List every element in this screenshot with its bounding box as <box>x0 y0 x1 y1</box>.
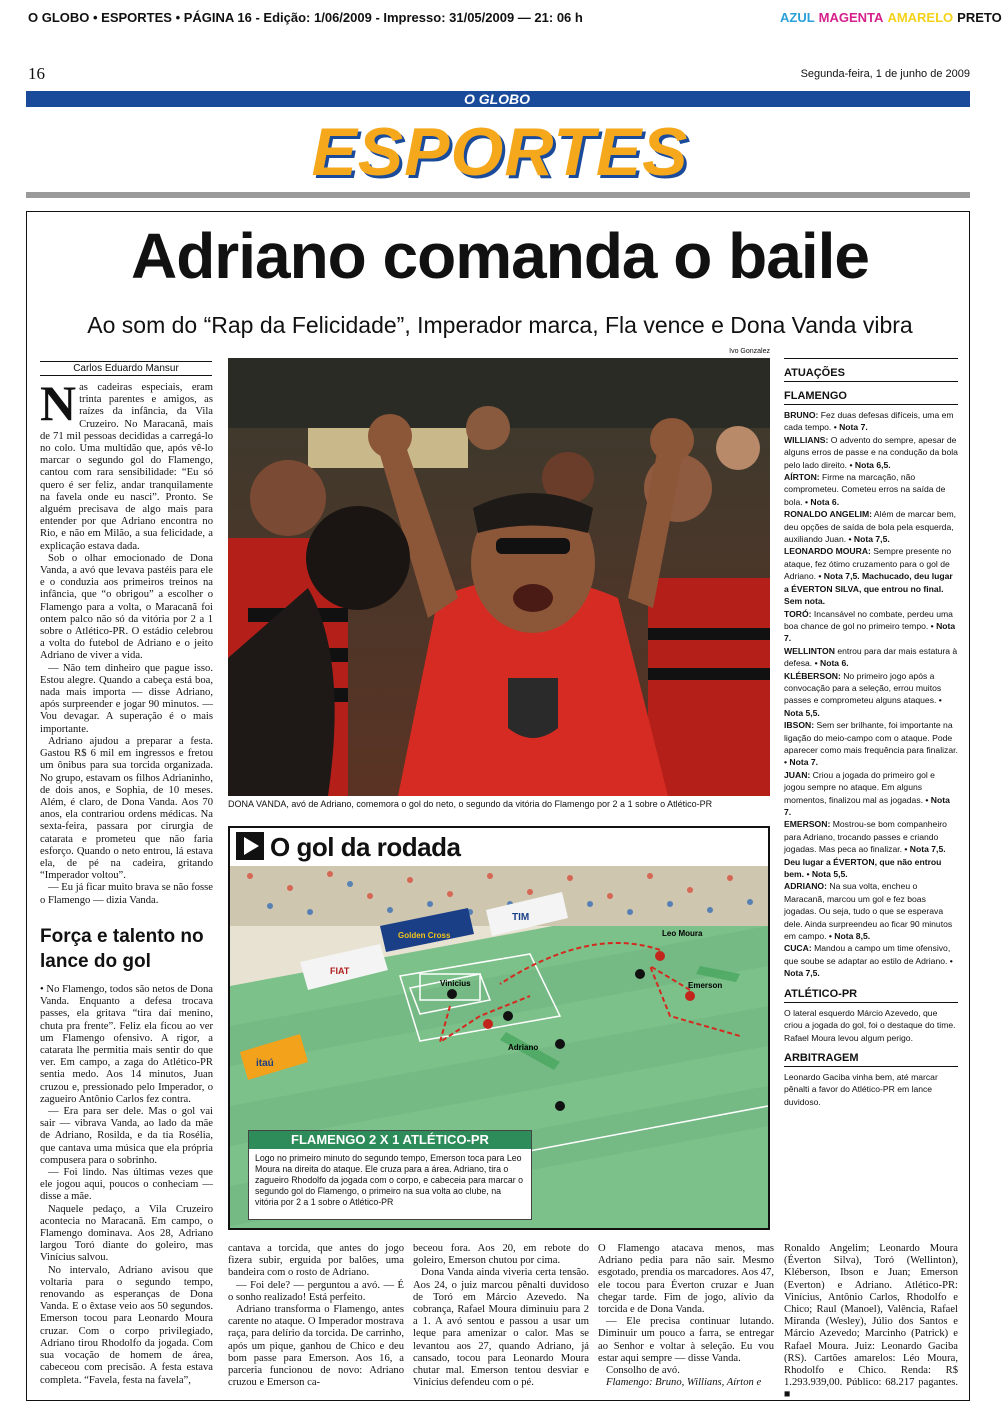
paragraph: beceou fora. Aos 20, em rebote do goleiro, Emerson chutou por cima. <box>413 1243 589 1267</box>
team-atletico-heading: ATLÉTICO-PR <box>784 988 958 1003</box>
player-defender <box>555 1039 565 1049</box>
paragraph: Adriano transforma o Flamengo, antes carente no ataque. O Imperador mostrava raça, para delírio da torcida. De carrinho, após um pique, ganhou de Chico e deu bom passe para Emerson. Aos 16, a parceria funcionou de novo: Adriano cruzou e Emerson ca- <box>228 1304 404 1389</box>
paragraph: — Foi dele? — perguntou a avó. — É o sonho realizado! Está perfeito. <box>228 1279 404 1303</box>
article-column-2 <box>228 1243 404 1389</box>
masthead-logo: O GLOBO <box>463 91 531 107</box>
crowd-photo-illustration <box>228 358 770 796</box>
rating-item: RONALDO ANGELIM: Além de marcar bem, deu opções de saída de bola pela esquerda, auxiliando Juan. • Nota 7,5. <box>784 509 957 545</box>
paragraph: — Não tem dinheiro que pague isso. Estou alegre. Quando a cabeça está boa, nada mais importa — disse Adriano, após surpreender e jogar 90 minutos. — Vou devagar. A superação é o mais importante. <box>40 662 213 735</box>
paragraph: cantava a torcida, que antes do jogo fizera subir, erguida por balões, uma bandeira com o rosto de Adriano. <box>228 1243 404 1279</box>
rating-item: WELLINTON entrou para dar mais estatura à defesa. • Nota 6. <box>784 645 958 669</box>
label-adriano: Adriano <box>508 1043 539 1052</box>
paragraph: O Flamengo atacava menos, mas Adriano pedia para não sair. Mesmo esgotado, prendia os marcadores. Aos 47, ele tocou para Éverton cruzar e Juan chegar tarde. Fim de jogo, alívio da torcida e de Dona Vanda. <box>598 1243 774 1316</box>
ad-fiat: FIAT <box>330 966 350 976</box>
team-atletico-text: O lateral esquerdo Márcio Azevedo, que criou a jogada do gol, foi o destaque do time. Rafael Moura levou algum perigo. <box>784 1007 956 1043</box>
color-registration <box>780 10 1006 25</box>
player-adriano <box>483 1019 493 1029</box>
article-column-4 <box>598 1243 774 1389</box>
print-slug: O GLOBO • ESPORTES • PÁGINA 16 - Edição: 1/06/2009 - Impresso: 31/05/2009 — 21: 06 h <box>28 10 583 25</box>
referee-text: Leonardo Gaciba vinha bem, até marcar pênalti a favor do Atlético-PR em lance duvidoso. <box>784 1071 938 1107</box>
label-emerson: Emerson <box>688 981 723 990</box>
rating-item: TORÓ: Incansável no combate, perdeu uma boa chance de gol no primeiro tempo. • Nota 7. <box>784 608 956 644</box>
section-title: ESPORTES <box>311 114 689 190</box>
article-column-1 <box>40 375 213 907</box>
sidebar-title: ATUAÇÕES <box>784 367 958 382</box>
score-heading: FLAMENGO 2 X 1 ATLÉTICO-PR <box>249 1131 531 1149</box>
goal-graphic <box>228 826 770 1230</box>
page-number: 16 <box>28 64 45 83</box>
headline: Adriano comanda o baile <box>130 220 870 292</box>
player-vinicius <box>447 989 457 999</box>
rating-item: ADRIANO: Na sua volta, encheu o Maracanã, marcou um gol e fez boas jogadas. Ou seja, tudo o que se esperava dele. Ainda surpreendeu ao ficar 90 minutos em campo. • Nota 8,5. <box>784 881 953 942</box>
player-leo-moura <box>655 951 665 961</box>
rating-item: AÍRTON: Firme na marcação, não comprometeu. Cometeu erros na saída de bola. • Nota 6. <box>784 472 946 507</box>
rating-item: EMERSON: Mostrou-se bom companheiro para Adriano, trocando passes e criando jogadas. Mas peca ao finalizar. • Nota 7,5. Deu lugar a ÉVERTON, que não entrou bem. • Nota 5,5. <box>784 819 947 880</box>
label-leo-moura: Leo Moura <box>662 929 703 938</box>
team-flamengo-heading: FLAMENGO <box>784 390 958 405</box>
paragraph: • No Flamengo, todos são netos de Dona Vanda. Enquanto a defesa trocava passes, ela gritava “tira daí menino, chuta pra frente”. Feliz ela ficou ao ver um Flamengo ofensivo. A rigor, a catarata lhe permitia mais sentir do que ver. Em campo, a zaga do Atlético-PR sentia medo. Aos 14 minutos, Juan cruzou e, pressionado pelo Imperador, o zagueiro Antônio Carlos fez contra. <box>40 984 213 1105</box>
paragraph: — Ele precisa continuar lutando. Diminuir um pouco a farra, se entregar ao Senhor e voltar à seleção. Eu vou estar aqui sempre — disse Vanda. <box>598 1316 774 1364</box>
paragraph: Consolho de avó. <box>606 1365 680 1377</box>
player-emerson <box>685 991 695 1001</box>
byline: Carlos Eduardo Mansur <box>40 361 212 376</box>
article-column-5 <box>784 1243 958 1402</box>
rating-item: BRUNO: Fez duas defesas difíceis, uma em cada tempo. • Nota 7. <box>784 410 954 433</box>
player-defender <box>503 1011 513 1021</box>
goal-description: Logo no primeiro minuto do segundo tempo, Emerson toca para Leo Moura na direita do ataque. Ele cruza para a área. Adriano, tira o zagueiro Rhodolfo da jogada com o corpo, e cabeceia para marcar o segundo gol do Flamengo, o primeiro na sua volta ao clube, na vitória por 2 a 1 sobre o Atlético-PR <box>255 1153 523 1207</box>
ad-golden-cross: Golden Cross <box>398 931 451 940</box>
rating-item: CUCA: Mandou a campo um time ofensivo, que soube se adaptar ao estilo de Adriano. • Nota 7,5. <box>784 943 953 979</box>
main-photo <box>228 358 770 796</box>
graphic-title: O gol da rodada <box>270 832 461 862</box>
label-vinicius: Vinicius <box>440 979 471 988</box>
paragraph: — Eu já ficar muito brava se não fosse o Flamengo — dizia Vanda. <box>40 882 213 906</box>
ad-tim: TIM <box>512 912 530 923</box>
player-defender <box>635 969 645 979</box>
lineup: Flamengo: Bruno, Willians, Aírton e <box>606 1377 762 1389</box>
drop-cap: N <box>40 375 77 431</box>
ratings-list <box>784 409 958 980</box>
intertitle: Força e talento no lance do gol <box>40 926 204 972</box>
photo-caption: DONA VANDA, avó de Adriano, comemora o gol do neto, o segundo da vitória do Flamengo por 2 a 1 sobre o Atlético-PR <box>228 799 713 809</box>
rating-item: KLÉBERSON: No primeiro jogo após a convocação para a seleção, errou muitos passes e comprometeu alguns ataques. • Nota 5,5. <box>784 670 942 718</box>
article-column-3 <box>413 1243 589 1389</box>
paragraph: Adriano ajudou a preparar a festa. Gastou R$ 6 mil em ingressos e fretou um ônibus para sua torcida organizada. No grupo, estavam os filhos Adrianinho, de dois anos, e Sophia, de 10 meses. Além, é claro, de Dona Vanda. Aos 70 anos, ela contrariou ordens médicas. Na sexta-feira, passara por cirurgia de catarata e prometeu que não faria esforço. Quando o neto entrou, lá estava ela, de pé na cadeira, gritando “Imperador voltou”. <box>40 735 213 882</box>
play-icon <box>236 832 264 860</box>
paragraph: Dona Vanda ainda viveria certa tensão. Aos 24, o juiz marcou pênalti duvidoso de Toró em Márcio Azevedo. Na cobrança, Rafael Moura diminuiu para 2 a 1. A avó sentou e passou a usar um leque para amenizar o calor. Mas se levantou aos 27, quando Adriano, já cansado, tocou para Leonardo Moura chutar mal. Emerson tentou desviar e Vinícius defendeu com o pé. <box>413 1267 589 1389</box>
page-date: Segunda-feira, 1 de junho de 2009 <box>800 68 970 80</box>
cmyk-azul: AZUL <box>780 10 815 25</box>
cmyk-magenta: MAGENTA <box>818 10 884 25</box>
section-rule <box>26 192 970 198</box>
rating-item: JUAN: Criou a jogada do primeiro gol e jogou sempre no ataque. Em alguns momentos, finalizou mal as jogadas. • Nota 7. <box>784 769 950 817</box>
paragraph: Naquele pedaço, a Vila Cruzeiro acontecia no Maracanã. Em campo, o Flamengo dominava. Aos 28, Adriano largou Toró diante do goleiro, mas Vinícius salvou. <box>40 1203 213 1264</box>
match-facts: Ronaldo Angelim; Leonardo Moura (Éverton Silva), Toró (Wellinton), Kléberson, Ibson e Juan; Emerson (Everton) e Adriano. Atlético-PR: Vinícius, Antônio Carlos, Rhodolfo e Chico; Raul (Manoel), Valência, Rafael Miranda (Wesley), Júlio dos Santos e Márcio Azevedo; Marcinho (Patrick) e Rafael Moura. Juiz: Leonardo Gaciba (RS). Cartões amarelos: Léo Moura, Rhodolfo e Chico. Renda: R$ 1.293.939,00. Público: 68.217 pagantes. ■ <box>784 1243 958 1401</box>
ad-itau: itaú <box>256 1058 274 1069</box>
ratings-sidebar <box>784 358 958 1229</box>
rating-item: LEONARDO MOURA: Sempre presente no ataque, fez ótimo cruzamento para o gol de Adriano. • Nota 7,5. Machucado, deu lugar a ÉVERTON SILVA, que entrou no final. Sem nota. <box>784 546 953 607</box>
paragraph: Sob o olhar emocionado de Dona Vanda, a avó que levava pastéis para ele e o conduzia aos primeiros treinos na infância, que “o obrigou” a escolher o Flamengo para a volta, o Maracanã foi ontem palco não só da vitória por 2 a 1 sobre o Atlético-PR. O estádio celebrou a volta do futebol de Adriano e o jeito Adriano de viver a vida. <box>40 552 213 662</box>
rating-item: IBSON: Sem ser brilhante, foi importante na ligação do meio-campo com o ataque. Pode aparecer como mais frequência para finalizar. • Nota 7. <box>784 720 958 768</box>
lead-paragraph: as cadeiras especiais, eram trinta parentes e amigos, as raízes da infância, da Vila Cruzeiro. No Maracanã, mais de 71 mil pessoas decididas a carregá-lo no colo. Uma multidão que, após vê-lo marcar o segundo gol do Flamengo, cantou com rara sensibilidade: “Eu só quero é ser feliz, andar tranquilamente na favela onde eu nasci”. Pronto. Se alguém precisava de algo mais para entender por que Adriano encontra no Rio, e não em Milão, a sua felicidade, a explicação estava dada. <box>40 382 213 552</box>
cmyk-preto: PRETO <box>957 10 1002 25</box>
cmyk-amarelo: AMARELO <box>887 10 954 25</box>
article-column-1b <box>40 984 213 1387</box>
goal-description-box <box>248 1130 532 1220</box>
photo-credit: Ivo Gonzalez <box>729 348 770 355</box>
paragraph: — Era para ser dele. Mas o gol vai sair — vibrava Vanda, ao lado da mãe de Adriano, Rosilda, e da tia Rosélia, que cantava uma música que ela própria compusera para o sobrinho. <box>40 1106 213 1166</box>
player-defender <box>555 1101 565 1111</box>
rating-item: WILLIANS: O advento do sempre, apesar de alguns erros de passe e na condução da bola pelo lado direito. • Nota 6,5. <box>784 434 958 470</box>
referee-heading: ARBITRAGEM <box>784 1052 958 1067</box>
paragraph: — Foi lindo. Nas últimas vezes que ele jogou aqui, poucos o conheciam — disse a mãe. <box>40 1167 213 1203</box>
paragraph: No intervalo, Adriano avisou que voltaria para o segundo tempo, renovando as esperanças de Dona Vanda. E o êxtase veio aos 50 segundos. Emerson tocou para Leonardo Moura cruzar. Com o corpo privilegiado, Adriano tirou Rhodolfo da jogada. Com sua vocação de homem de área, cabeceou com precisão. A festa estava completa. “Favela, festa na favela”, <box>40 1264 213 1386</box>
subheadline: Ao som do “Rap da Felicidade”, Imperador marca, Fla vence e Dona Vanda vibra <box>87 312 913 338</box>
